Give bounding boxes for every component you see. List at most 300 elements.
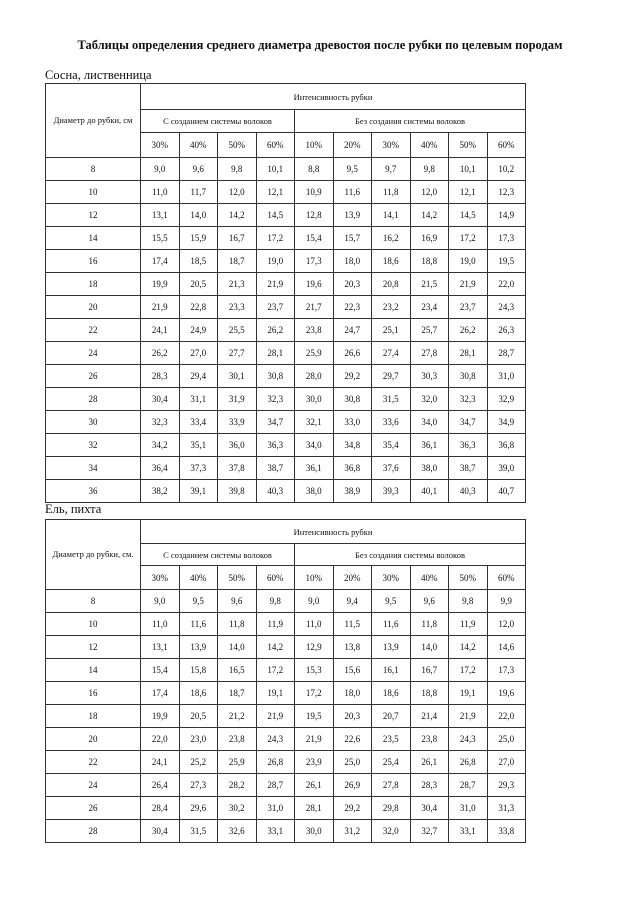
- value-cell: 30,3: [410, 365, 449, 388]
- value-cell: 19,9: [141, 705, 180, 728]
- value-cell: 24,1: [141, 319, 180, 342]
- value-cell: 13,9: [179, 636, 218, 659]
- value-cell: 11,6: [333, 181, 372, 204]
- value-cell: 35,4: [372, 434, 411, 457]
- value-cell: 28,0: [295, 365, 334, 388]
- value-cell: 36,8: [487, 434, 526, 457]
- diameter-cell: 12: [46, 204, 141, 227]
- value-cell: 9,8: [449, 590, 488, 613]
- table-pine-larch: [45, 83, 526, 503]
- value-cell: 23,2: [372, 296, 411, 319]
- value-cell: 39,3: [372, 480, 411, 503]
- value-cell: 23,8: [410, 728, 449, 751]
- group-header-with: С созданием системы волоков: [141, 544, 295, 566]
- value-cell: 30,2: [218, 797, 257, 820]
- value-cell: 26,4: [141, 774, 180, 797]
- value-cell: 9,5: [333, 158, 372, 181]
- value-cell: 38,7: [449, 457, 488, 480]
- value-cell: 40,3: [256, 480, 295, 503]
- diameter-cell: 8: [46, 158, 141, 181]
- value-cell: 26,3: [487, 319, 526, 342]
- value-cell: 14,0: [179, 204, 218, 227]
- diameter-cell: 22: [46, 751, 141, 774]
- value-cell: 21,9: [256, 705, 295, 728]
- row-header: Диаметр до рубки, см.: [46, 520, 141, 590]
- table-row: [46, 480, 526, 503]
- value-cell: 11,8: [218, 613, 257, 636]
- page-title: Таблицы определения среднего диаметра древостоя после рубки по целевым породам: [77, 38, 563, 52]
- diameter-cell: 20: [46, 296, 141, 319]
- value-cell: 24,7: [333, 319, 372, 342]
- table-row: [46, 319, 526, 342]
- value-cell: 24,1: [141, 751, 180, 774]
- group-header-without: Без создания системы волоков: [295, 544, 526, 566]
- value-cell: 40,1: [410, 480, 449, 503]
- value-cell: 20,3: [333, 273, 372, 296]
- value-cell: 21,3: [218, 273, 257, 296]
- value-cell: 20,3: [333, 705, 372, 728]
- value-cell: 27,3: [179, 774, 218, 797]
- value-cell: 12,8: [295, 204, 334, 227]
- value-cell: 25,0: [333, 751, 372, 774]
- diameter-cell: 24: [46, 774, 141, 797]
- value-cell: 37,8: [218, 457, 257, 480]
- value-cell: 23,0: [179, 728, 218, 751]
- value-cell: 9,9: [487, 590, 526, 613]
- value-cell: 9,0: [141, 590, 180, 613]
- value-cell: 19,6: [487, 682, 526, 705]
- table-row: [46, 751, 526, 774]
- value-cell: 38,0: [410, 457, 449, 480]
- column-header: 60%: [256, 566, 295, 590]
- table-row: [46, 250, 526, 273]
- value-cell: 27,0: [487, 751, 526, 774]
- value-cell: 24,9: [179, 319, 218, 342]
- value-cell: 15,4: [295, 227, 334, 250]
- diameter-cell: 14: [46, 227, 141, 250]
- value-cell: 11,9: [256, 613, 295, 636]
- value-cell: 31,3: [487, 797, 526, 820]
- value-cell: 19,0: [449, 250, 488, 273]
- value-cell: 14,0: [410, 636, 449, 659]
- table-row: [46, 411, 526, 434]
- value-cell: 34,9: [487, 411, 526, 434]
- value-cell: 28,7: [256, 774, 295, 797]
- value-cell: 23,4: [410, 296, 449, 319]
- value-cell: 14,5: [256, 204, 295, 227]
- table-row: [46, 158, 526, 181]
- value-cell: 14,2: [218, 204, 257, 227]
- value-cell: 20,7: [372, 705, 411, 728]
- diameter-cell: 8: [46, 590, 141, 613]
- value-cell: 31,5: [179, 820, 218, 843]
- diameter-cell: 18: [46, 705, 141, 728]
- value-cell: 26,8: [256, 751, 295, 774]
- value-cell: 19,6: [295, 273, 334, 296]
- column-header: 10%: [295, 566, 334, 590]
- value-cell: 9,8: [410, 158, 449, 181]
- value-cell: 12,9: [295, 636, 334, 659]
- value-cell: 30,0: [295, 820, 334, 843]
- value-cell: 10,1: [256, 158, 295, 181]
- value-cell: 34,0: [410, 411, 449, 434]
- column-header: 40%: [410, 133, 449, 158]
- value-cell: 9,6: [179, 158, 218, 181]
- value-cell: 11,0: [295, 613, 334, 636]
- value-cell: 18,5: [179, 250, 218, 273]
- value-cell: 30,8: [449, 365, 488, 388]
- value-cell: 13,9: [333, 204, 372, 227]
- value-cell: 9,0: [295, 590, 334, 613]
- value-cell: 18,8: [410, 682, 449, 705]
- value-cell: 12,0: [487, 613, 526, 636]
- row-header: Диаметр до рубки, см: [46, 84, 141, 158]
- value-cell: 26,2: [256, 319, 295, 342]
- value-cell: 29,3: [487, 774, 526, 797]
- value-cell: 9,4: [333, 590, 372, 613]
- value-cell: 19,0: [256, 250, 295, 273]
- value-cell: 16,2: [372, 227, 411, 250]
- value-cell: 16,1: [372, 659, 411, 682]
- value-cell: 33,4: [179, 411, 218, 434]
- table-row: [46, 797, 526, 820]
- diameter-cell: 30: [46, 411, 141, 434]
- value-cell: 11,8: [410, 613, 449, 636]
- value-cell: 22,3: [333, 296, 372, 319]
- value-cell: 26,1: [410, 751, 449, 774]
- table-row: [46, 728, 526, 751]
- value-cell: 27,7: [218, 342, 257, 365]
- value-cell: 32,0: [372, 820, 411, 843]
- value-cell: 10,2: [487, 158, 526, 181]
- value-cell: 19,5: [295, 705, 334, 728]
- value-cell: 17,3: [487, 659, 526, 682]
- value-cell: 13,1: [141, 636, 180, 659]
- value-cell: 32,1: [295, 411, 334, 434]
- value-cell: 32,0: [410, 388, 449, 411]
- column-header: 60%: [487, 133, 526, 158]
- value-cell: 17,3: [295, 250, 334, 273]
- value-cell: 29,2: [333, 797, 372, 820]
- table-row: [46, 273, 526, 296]
- table-row: [46, 227, 526, 250]
- value-cell: 21,4: [410, 705, 449, 728]
- value-cell: 14,2: [449, 636, 488, 659]
- column-header: 60%: [487, 566, 526, 590]
- value-cell: 33,1: [256, 820, 295, 843]
- value-cell: 32,3: [256, 388, 295, 411]
- value-cell: 39,8: [218, 480, 257, 503]
- diameter-cell: 26: [46, 365, 141, 388]
- table-row: [46, 388, 526, 411]
- value-cell: 14,6: [487, 636, 526, 659]
- value-cell: 16,7: [410, 659, 449, 682]
- table-row: [46, 613, 526, 636]
- column-header: 30%: [372, 566, 411, 590]
- value-cell: 18,7: [218, 682, 257, 705]
- value-cell: 17,2: [449, 227, 488, 250]
- value-cell: 30,8: [333, 388, 372, 411]
- column-header: 40%: [410, 566, 449, 590]
- column-header: 50%: [218, 566, 257, 590]
- value-cell: 27,0: [179, 342, 218, 365]
- value-cell: 30,1: [218, 365, 257, 388]
- table-row: [46, 296, 526, 319]
- table-row: [46, 457, 526, 480]
- value-cell: 24,3: [256, 728, 295, 751]
- value-cell: 22,6: [333, 728, 372, 751]
- column-header: 50%: [218, 133, 257, 158]
- value-cell: 11,6: [179, 613, 218, 636]
- value-cell: 11,0: [141, 181, 180, 204]
- value-cell: 28,3: [410, 774, 449, 797]
- value-cell: 39,1: [179, 480, 218, 503]
- value-cell: 21,5: [410, 273, 449, 296]
- diameter-cell: 16: [46, 250, 141, 273]
- value-cell: 31,9: [218, 388, 257, 411]
- group-header-with: С созданием системы волоков: [141, 110, 295, 133]
- value-cell: 30,8: [256, 365, 295, 388]
- table-row: [46, 820, 526, 843]
- table-row: [46, 342, 526, 365]
- value-cell: 31,0: [487, 365, 526, 388]
- value-cell: 35,1: [179, 434, 218, 457]
- value-cell: 11,7: [179, 181, 218, 204]
- column-header: 50%: [449, 566, 488, 590]
- value-cell: 34,2: [141, 434, 180, 457]
- value-cell: 36,3: [449, 434, 488, 457]
- column-header: 10%: [295, 133, 334, 158]
- value-cell: 36,0: [218, 434, 257, 457]
- value-cell: 25,1: [372, 319, 411, 342]
- value-cell: 31,2: [333, 820, 372, 843]
- value-cell: 18,6: [179, 682, 218, 705]
- value-cell: 37,6: [372, 457, 411, 480]
- value-cell: 14,2: [256, 636, 295, 659]
- value-cell: 38,0: [295, 480, 334, 503]
- value-cell: 25,4: [372, 751, 411, 774]
- column-header: 30%: [372, 133, 411, 158]
- value-cell: 32,9: [487, 388, 526, 411]
- column-header: 40%: [179, 133, 218, 158]
- value-cell: 30,4: [141, 820, 180, 843]
- value-cell: 21,9: [449, 705, 488, 728]
- value-cell: 34,7: [256, 411, 295, 434]
- value-cell: 18,6: [372, 682, 411, 705]
- value-cell: 28,1: [449, 342, 488, 365]
- value-cell: 29,7: [372, 365, 411, 388]
- table-row: [46, 705, 526, 728]
- table-row: [46, 181, 526, 204]
- value-cell: 23,3: [218, 296, 257, 319]
- value-cell: 9,5: [372, 590, 411, 613]
- value-cell: 20,5: [179, 273, 218, 296]
- value-cell: 28,3: [141, 365, 180, 388]
- table-row: [46, 434, 526, 457]
- value-cell: 36,8: [333, 457, 372, 480]
- value-cell: 15,4: [141, 659, 180, 682]
- value-cell: 12,0: [218, 181, 257, 204]
- value-cell: 21,9: [295, 728, 334, 751]
- diameter-cell: 14: [46, 659, 141, 682]
- value-cell: 14,0: [218, 636, 257, 659]
- value-cell: 23,7: [449, 296, 488, 319]
- value-cell: 9,8: [218, 158, 257, 181]
- value-cell: 38,9: [333, 480, 372, 503]
- column-header: 20%: [333, 566, 372, 590]
- value-cell: 32,7: [410, 820, 449, 843]
- value-cell: 18,7: [218, 250, 257, 273]
- value-cell: 29,2: [333, 365, 372, 388]
- value-cell: 36,1: [410, 434, 449, 457]
- table-row: [46, 204, 526, 227]
- value-cell: 37,3: [179, 457, 218, 480]
- column-header: 20%: [333, 133, 372, 158]
- diameter-cell: 32: [46, 434, 141, 457]
- value-cell: 32,3: [449, 388, 488, 411]
- column-header: 60%: [256, 133, 295, 158]
- value-cell: 22,0: [487, 273, 526, 296]
- diameter-cell: 12: [46, 636, 141, 659]
- table-row: [46, 659, 526, 682]
- value-cell: 30,0: [295, 388, 334, 411]
- value-cell: 17,3: [487, 227, 526, 250]
- value-cell: 17,4: [141, 682, 180, 705]
- diameter-cell: 20: [46, 728, 141, 751]
- value-cell: 14,5: [449, 204, 488, 227]
- value-cell: 28,1: [256, 342, 295, 365]
- value-cell: 13,8: [333, 636, 372, 659]
- column-header: 50%: [449, 133, 488, 158]
- value-cell: 21,2: [218, 705, 257, 728]
- diameter-cell: 10: [46, 181, 141, 204]
- value-cell: 15,5: [141, 227, 180, 250]
- value-cell: 16,5: [218, 659, 257, 682]
- value-cell: 32,6: [218, 820, 257, 843]
- diameter-cell: 22: [46, 319, 141, 342]
- value-cell: 26,2: [141, 342, 180, 365]
- value-cell: 19,1: [256, 682, 295, 705]
- value-cell: 31,0: [449, 797, 488, 820]
- value-cell: 40,7: [487, 480, 526, 503]
- value-cell: 23,9: [295, 751, 334, 774]
- value-cell: 28,7: [487, 342, 526, 365]
- value-cell: 18,8: [410, 250, 449, 273]
- value-cell: 23,5: [372, 728, 411, 751]
- table-row: [46, 682, 526, 705]
- value-cell: 26,1: [295, 774, 334, 797]
- value-cell: 9,6: [410, 590, 449, 613]
- intensity-header: Интенсивность рубки: [141, 520, 526, 544]
- value-cell: 25,2: [179, 751, 218, 774]
- diameter-cell: 18: [46, 273, 141, 296]
- value-cell: 14,2: [410, 204, 449, 227]
- value-cell: 34,0: [295, 434, 334, 457]
- diameter-cell: 36: [46, 480, 141, 503]
- value-cell: 11,6: [372, 613, 411, 636]
- value-cell: 8,8: [295, 158, 334, 181]
- table-spruce-fir: [45, 519, 526, 843]
- value-cell: 29,4: [179, 365, 218, 388]
- value-cell: 19,1: [449, 682, 488, 705]
- value-cell: 10,9: [295, 181, 334, 204]
- value-cell: 11,5: [333, 613, 372, 636]
- diameter-cell: 16: [46, 682, 141, 705]
- value-cell: 9,6: [218, 590, 257, 613]
- value-cell: 38,7: [256, 457, 295, 480]
- diameter-cell: 28: [46, 388, 141, 411]
- column-header: 40%: [179, 566, 218, 590]
- value-cell: 34,8: [333, 434, 372, 457]
- value-cell: 17,2: [256, 227, 295, 250]
- value-cell: 33,6: [372, 411, 411, 434]
- value-cell: 18,6: [372, 250, 411, 273]
- value-cell: 36,3: [256, 434, 295, 457]
- value-cell: 30,4: [410, 797, 449, 820]
- value-cell: 17,2: [295, 682, 334, 705]
- value-cell: 33,8: [487, 820, 526, 843]
- value-cell: 11,8: [372, 181, 411, 204]
- value-cell: 14,9: [487, 204, 526, 227]
- value-cell: 9,7: [372, 158, 411, 181]
- value-cell: 12,3: [487, 181, 526, 204]
- value-cell: 33,9: [218, 411, 257, 434]
- value-cell: 36,4: [141, 457, 180, 480]
- diameter-cell: 34: [46, 457, 141, 480]
- value-cell: 15,8: [179, 659, 218, 682]
- value-cell: 26,2: [449, 319, 488, 342]
- value-cell: 31,0: [256, 797, 295, 820]
- value-cell: 21,9: [141, 296, 180, 319]
- column-header: 30%: [141, 133, 180, 158]
- value-cell: 28,7: [449, 774, 488, 797]
- section-title-pine: Сосна, лиственница: [45, 68, 152, 82]
- value-cell: 32,3: [141, 411, 180, 434]
- value-cell: 15,7: [333, 227, 372, 250]
- value-cell: 23,8: [218, 728, 257, 751]
- value-cell: 15,9: [179, 227, 218, 250]
- value-cell: 18,0: [333, 250, 372, 273]
- diameter-cell: 28: [46, 820, 141, 843]
- value-cell: 21,7: [295, 296, 334, 319]
- value-cell: 19,9: [141, 273, 180, 296]
- value-cell: 25,0: [487, 728, 526, 751]
- diameter-cell: 10: [46, 613, 141, 636]
- value-cell: 27,8: [410, 342, 449, 365]
- value-cell: 33,0: [333, 411, 372, 434]
- value-cell: 15,6: [333, 659, 372, 682]
- value-cell: 13,9: [372, 636, 411, 659]
- value-cell: 26,9: [333, 774, 372, 797]
- value-cell: 19,5: [487, 250, 526, 273]
- value-cell: 25,5: [218, 319, 257, 342]
- value-cell: 24,3: [449, 728, 488, 751]
- value-cell: 28,2: [218, 774, 257, 797]
- value-cell: 23,8: [295, 319, 334, 342]
- value-cell: 10,1: [449, 158, 488, 181]
- value-cell: 9,5: [179, 590, 218, 613]
- value-cell: 11,0: [141, 613, 180, 636]
- value-cell: 27,4: [372, 342, 411, 365]
- table-row: [46, 774, 526, 797]
- value-cell: 33,1: [449, 820, 488, 843]
- value-cell: 9,0: [141, 158, 180, 181]
- value-cell: 20,8: [372, 273, 411, 296]
- value-cell: 16,9: [410, 227, 449, 250]
- table-row: [46, 636, 526, 659]
- value-cell: 39,0: [487, 457, 526, 480]
- intensity-header: Интенсивность рубки: [141, 84, 526, 110]
